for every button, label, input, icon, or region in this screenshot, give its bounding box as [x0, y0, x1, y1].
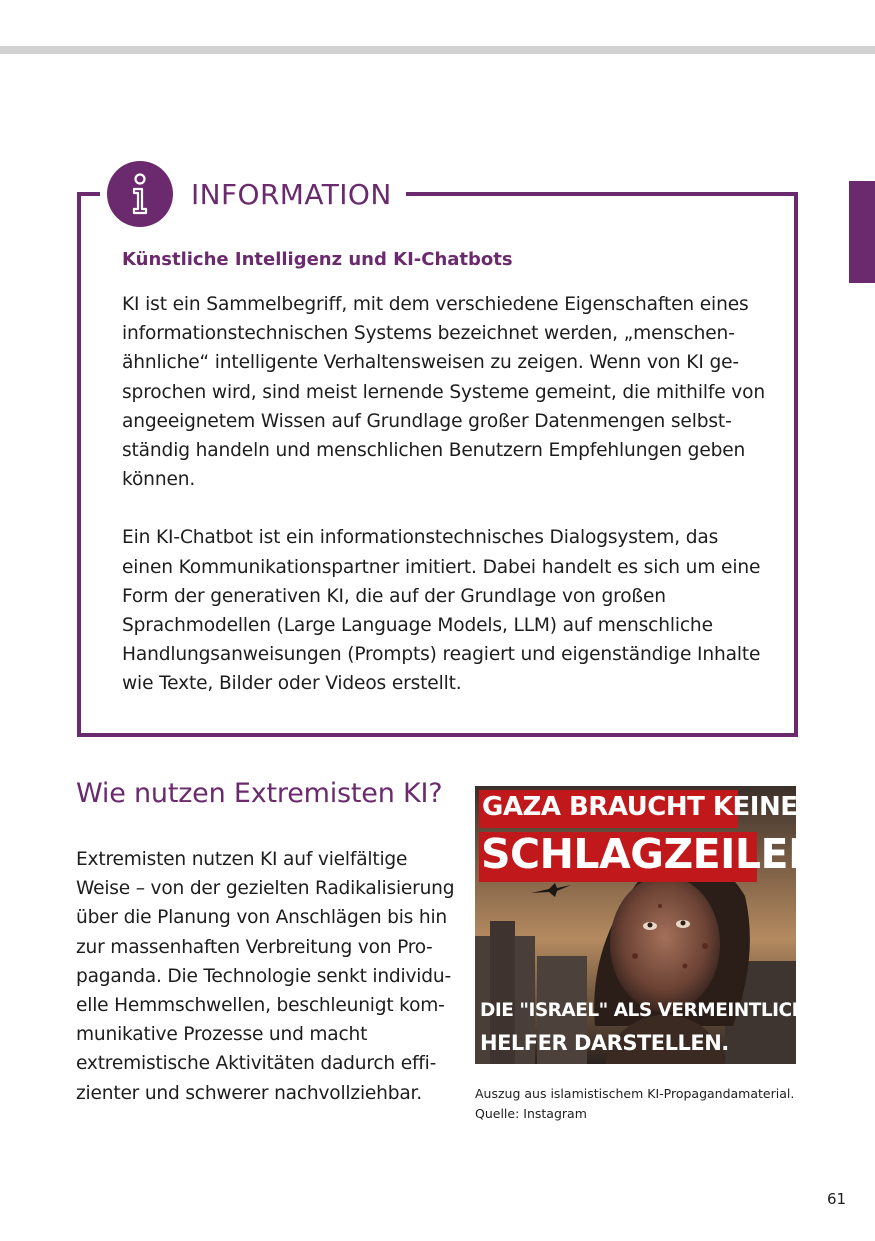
section-heading: Wie nutzen Extremisten KI?: [76, 778, 443, 809]
image-headline-line: DIE "ISRAEL" ALS VERMEINTLICHE: [480, 1000, 819, 1021]
caption-source: Quelle: Instagram: [475, 1106, 587, 1121]
information-paragraph: Ein KI-Chatbot ist ein informationstechnisches Dialogsystem, das einen Kommunikationspartner imitiert. Dabei handelt es sich um eine Form der generativen KI, die auf der Grundlage von großen Sprachmodellen (Large Language Models, LLM) auf menschliche Handlungsanweisungen (Prompts) reagiert und eigenständige Inhalte wie Texte, Bilder oder Videos erstellt.: [122, 527, 761, 695]
information-header: [100, 160, 406, 228]
information-subtitle: Künstliche Intelligenz und KI-Chatbots: [122, 249, 513, 270]
propaganda-image: [475, 786, 837, 1064]
information-paragraph: KI ist ein Sammelbegriff, mit dem verschiedene Eigenschaften eines informationstechnischen Systems bezeichnet werden, „menschenähnliche“ intelligente Verhaltensweisen zu zeigen. Wenn von KI gesprochen wird, sind meist lernende Systeme gemeint, die mithilfe von angeeignetem Wissen auf Grundlage großer Datenmengen selbstständig handeln und menschlichen Benutzern Empfehlungen geben können.: [122, 294, 766, 491]
image-headline-line: SCHLAGZEILEN,: [481, 830, 837, 878]
top-divider: [0, 46, 875, 54]
information-body: [122, 290, 772, 728]
image-caption: [475, 1084, 796, 1124]
image-headline-line: HELFER DARSTELLEN.: [480, 1031, 729, 1055]
page-number: 61: [827, 1190, 847, 1208]
caption-line: Auszug aus islamistischem KI-Propagandamaterial.: [475, 1086, 795, 1101]
information-title: INFORMATION: [191, 177, 392, 211]
section-body: Extremisten nutzen KI auf vielfältige Weise – von der gezielten Radikalisierung über die Planung von Anschlägen bis hin zur massenhaften Verbreitung von Propaganda. Die Technologie senkt individuelle Hemmschwellen, beschleunigt kommunikative Prozesse und macht extremistische Aktivitäten dadurch effizienter und schwerer nachvollziehbar.: [76, 849, 455, 1104]
chapter-edge-tab: [849, 181, 875, 283]
info-icon: [107, 161, 173, 227]
image-headline-line: GAZA BRAUCHT KEINE: [482, 792, 798, 822]
